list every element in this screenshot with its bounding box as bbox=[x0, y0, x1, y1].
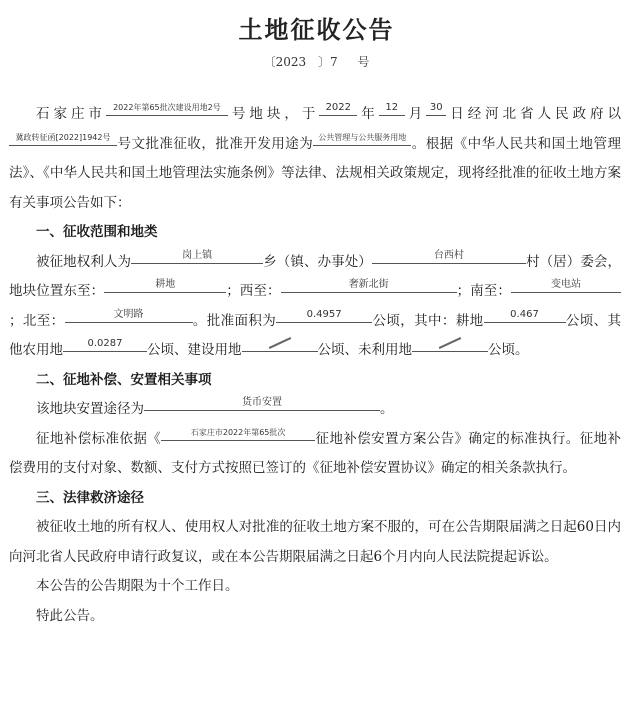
section1-paragraph bbox=[9, 248, 621, 366]
west-boundary-field: 奢新北街 bbox=[281, 278, 457, 293]
compensation-basis-field: 石家庄市2022年第65批次 bbox=[161, 426, 315, 441]
section1-text: ；南至： bbox=[456, 283, 512, 299]
intro-text: 号地块，于 bbox=[227, 106, 320, 122]
section1-text: 公顷。 bbox=[488, 342, 529, 358]
approval-doc-field: 冀政转征函[2022]1942号 bbox=[9, 131, 117, 146]
section2-text: 。 bbox=[380, 401, 394, 417]
section2-paragraph-2 bbox=[9, 425, 621, 484]
doc-number-suffix: 号 bbox=[357, 55, 370, 69]
section3-paragraph-3: 特此公告。 bbox=[36, 607, 104, 624]
section1-text: 被征地权利人为 bbox=[36, 253, 132, 270]
section3-heading: 三、法律救济途径 bbox=[36, 489, 144, 506]
intro-text: 石家庄市 bbox=[36, 106, 106, 122]
section1-text: 村（居）委会，地块位置东至： bbox=[9, 253, 622, 299]
blank-slash bbox=[268, 337, 291, 349]
other-agri-area-field: 0.0287 bbox=[63, 337, 147, 352]
construction-area-field bbox=[242, 337, 318, 352]
intro-text: 年 bbox=[357, 106, 379, 122]
section1-text: 公顷、建设用地 bbox=[147, 342, 242, 358]
year-field: 2022 bbox=[319, 101, 357, 116]
section3-paragraph-1: 被征收土地的所有权人、使用权人对批准的征收土地方案不服的，可在公告期限届满之日起60日内向河北省人民政府申请行政复议，或在本公告期限届满之日起6个月内向人民法院提起诉讼。 bbox=[9, 519, 621, 565]
doc-number-open: 〔2023 bbox=[263, 55, 307, 69]
north-boundary-field: 文明路 bbox=[65, 308, 193, 323]
doc-number-close: 〕7 bbox=[317, 55, 338, 69]
section2-text: 该地块安置途径为 bbox=[36, 401, 144, 417]
farmland-area-field: 0.467 bbox=[484, 308, 566, 323]
section2-paragraph-1 bbox=[9, 395, 621, 425]
unused-area-field bbox=[412, 337, 488, 352]
town-field: 岗上镇 bbox=[131, 249, 263, 264]
notice-body bbox=[9, 100, 621, 631]
east-boundary-field: 耕地 bbox=[104, 278, 226, 293]
section1-text: 。批准面积为 bbox=[192, 312, 277, 329]
section1-text: ；北至： bbox=[9, 312, 65, 329]
blank-slash bbox=[439, 337, 462, 349]
intro-text: 日经河北省人民政府以 bbox=[446, 106, 622, 122]
day-field: 30 bbox=[426, 101, 446, 116]
section1-text: 公顷、其他农用地 bbox=[9, 312, 621, 358]
section1-text: 公顷、未利用地 bbox=[317, 342, 412, 358]
batch-field: 2022年第65批次建设用地2号 bbox=[106, 101, 228, 116]
section1-text: 乡（镇、办事处） bbox=[263, 253, 372, 270]
approved-area-field: 0.4957 bbox=[276, 308, 372, 323]
section1-heading: 一、征收范围和地类 bbox=[36, 224, 158, 240]
intro-text: 号文批准征收，批准开发用途为 bbox=[117, 135, 314, 152]
intro-paragraph bbox=[9, 100, 621, 218]
section2-heading: 二、征地补偿、安置相关事项 bbox=[36, 371, 212, 388]
resettlement-method-field: 货币安置 bbox=[144, 396, 380, 411]
notice-title: 土地征收公告 bbox=[238, 15, 395, 44]
section1-text: 公顷，其中：耕地 bbox=[372, 312, 484, 329]
village-field: 台西村 bbox=[372, 249, 526, 264]
section2-text: 征地补偿安置方案公告》确定的标准执行。征地补偿费用的支付对象、数额、支付方式按照已签订的《征地补偿安置协议》确定的相关条款执行。 bbox=[9, 430, 622, 476]
section3-paragraph-2: 本公告的公告期限为十个工作日。 bbox=[36, 578, 239, 594]
section2-text: 征地补偿标准依据《 bbox=[36, 430, 162, 447]
section1-text: ；西至： bbox=[226, 283, 281, 299]
document-number bbox=[0, 53, 633, 70]
intro-text: 月 bbox=[404, 106, 427, 122]
month-field: 12 bbox=[379, 101, 405, 116]
intro-text: 。根据《中华人民共和国土地管理法》、《中华人民共和国土地管理法实施条例》等法律、法规相关政策规定，现将经批准的征收土地方案有关事项公告如下： bbox=[9, 135, 621, 211]
south-boundary-field: 变电站 bbox=[511, 278, 621, 293]
land-use-field: 公共管理与公共服务用地 bbox=[313, 131, 411, 146]
